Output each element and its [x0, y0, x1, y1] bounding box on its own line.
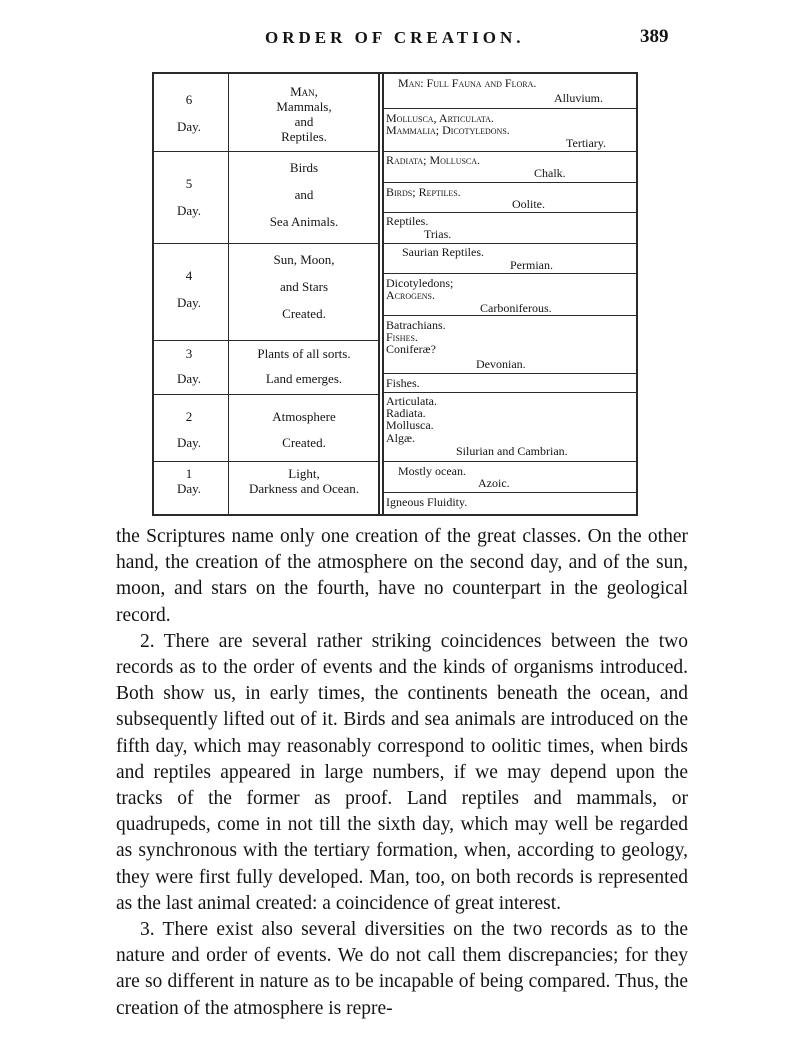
event-line: Man,	[290, 84, 318, 99]
day-number: 3	[185, 346, 193, 361]
event-line: Sun, Moon,	[273, 252, 335, 267]
geology-entry: Radiata; Mollusca.	[386, 153, 481, 167]
day-event	[230, 346, 378, 386]
paragraph: 3. There exist also several diversities on the two records as to the nature and order of events. We do not call them discrepancies; for they are so different in nature as to be incapable of being compared. Thus, the creation of the atmosphere is repre-	[116, 919, 688, 1019]
geology-row-divider	[384, 182, 636, 183]
event-line: Darkness and Ocean.	[248, 481, 360, 496]
event-line: Land emerges.	[265, 371, 343, 386]
event-line: Atmosphere	[272, 409, 336, 424]
geology-entry: Saurian Reptiles.	[402, 245, 484, 259]
table-border-bottom	[152, 514, 638, 516]
column-divider-event-geology	[378, 72, 380, 516]
geology-era: Trias.	[424, 227, 452, 241]
geology-entry: Fishes.	[386, 376, 420, 390]
day-row-divider	[152, 461, 379, 462]
day-event	[230, 84, 378, 144]
geology-row-divider	[384, 243, 636, 244]
geology-row-divider	[384, 108, 636, 109]
event-line: Reptiles.	[281, 129, 327, 144]
geology-entry: Mammalia; Dicotyledons.	[386, 123, 510, 137]
table-border-top	[152, 72, 638, 74]
geology-era: Carboniferous.	[480, 301, 552, 315]
column-divider-day-event	[228, 72, 229, 516]
geology-entry: Radiata.	[386, 406, 426, 420]
geology-era: Devonian.	[476, 357, 526, 371]
day-label: Day.	[176, 481, 202, 496]
geology-entry: Reptiles.	[386, 214, 429, 228]
geology-row-divider	[384, 212, 636, 213]
day-number: 1	[185, 466, 193, 481]
geology-entry: Mollusca, Articulata.	[386, 111, 494, 125]
day-event	[230, 409, 378, 450]
table-border-right	[636, 72, 638, 516]
day-row-divider	[152, 340, 379, 341]
event-line: Sea Animals.	[269, 214, 339, 229]
geology-entry: Dicotyledons;	[386, 276, 454, 290]
geology-entry: Algæ.	[386, 431, 416, 445]
day-row-divider	[152, 394, 379, 395]
body-text	[116, 524, 688, 1022]
geology-era: Alluvium.	[554, 91, 604, 105]
geology-entry: Articulata.	[386, 394, 437, 408]
day-label: Day.	[176, 435, 202, 450]
day-label: Day.	[176, 203, 202, 218]
event-line: Birds	[289, 160, 319, 175]
geology-entry: Igneous Fluidity.	[386, 495, 468, 509]
geology-entry: Batrachians.	[386, 318, 446, 332]
geology-era: Tertiary.	[566, 136, 607, 150]
page-number: 389	[640, 26, 669, 47]
geology-era: Permian.	[510, 258, 553, 272]
geology-era: Silurian and Cambrian.	[456, 444, 568, 458]
geology-row-divider	[384, 373, 636, 374]
event-line: Created.	[282, 435, 326, 450]
geology-row-divider	[384, 392, 636, 393]
geology-entry: Fishes.	[386, 330, 418, 344]
event-line: Mammals,	[276, 99, 332, 114]
event-line: and	[294, 187, 314, 202]
geology-row-divider	[384, 492, 636, 493]
event-line: Plants of all sorts.	[257, 346, 351, 361]
geology-entry: Man: Full Fauna and Flora.	[398, 76, 537, 90]
day-label: Day.	[176, 295, 202, 310]
day-number: 2	[185, 409, 193, 424]
creation-comparison-table	[152, 72, 638, 516]
geology-entry: Birds; Reptiles.	[386, 185, 461, 199]
day-event	[230, 466, 378, 496]
geology-entry: Mostly ocean.	[398, 464, 466, 478]
event-line: and Stars	[279, 279, 329, 294]
day-number: 5	[185, 176, 193, 191]
geology-row-divider	[384, 315, 636, 316]
geology-row-divider	[384, 461, 636, 462]
event-line: and	[294, 114, 314, 129]
column-divider-geology-double	[382, 72, 384, 516]
paragraph: 2. There are several rather striking coincidences between the two records as to the order of events and the kinds of organisms introduced. Both show us, in early times, the continents beneath the ocean, and subsequently lifted out of it. Birds and sea animals are introduced on the fifth day, which may reasonably correspond to oolitic times, when birds and reptiles appeared in large numbers, if we may depend upon the tracks of the former as proof. Land reptiles and mammals, or quadrupeds, come in not till the sixth day, which may well be regarded as synchronous with the tertiary formation, when, according to geology, they were first fully developed. Man, too, on both records is represented as the last animal created: a coincidence of great interest.	[116, 630, 688, 914]
running-header	[0, 28, 800, 52]
day-row-divider	[152, 243, 379, 244]
geology-era: Chalk.	[534, 166, 566, 180]
day-event	[230, 160, 378, 229]
geology-entry: Mollusca.	[386, 418, 434, 432]
day-number: 6	[185, 92, 193, 107]
day-label: Day.	[176, 119, 202, 134]
geology-row-divider	[384, 273, 636, 274]
geology-era: Oolite.	[512, 197, 545, 211]
paragraph: the Scriptures name only one creation of the great classes. On the other hand, the creation of the atmosphere on the second day, and of the sun, moon, and stars on the fourth, have no counterpart in the geological record.	[116, 526, 688, 626]
day-label: Day.	[176, 371, 202, 386]
event-line: Light,	[288, 466, 320, 481]
event-line: Created.	[282, 306, 326, 321]
geology-entry: Acrogens.	[386, 288, 436, 302]
day-number: 4	[185, 268, 193, 283]
geology-era: Azoic.	[478, 476, 510, 490]
day-row-divider	[152, 151, 379, 152]
day-event	[230, 252, 378, 321]
geology-row-divider	[384, 151, 636, 152]
page-title: ORDER OF CREATION.	[265, 28, 525, 47]
geology-entry: Coniferæ?	[386, 342, 436, 356]
